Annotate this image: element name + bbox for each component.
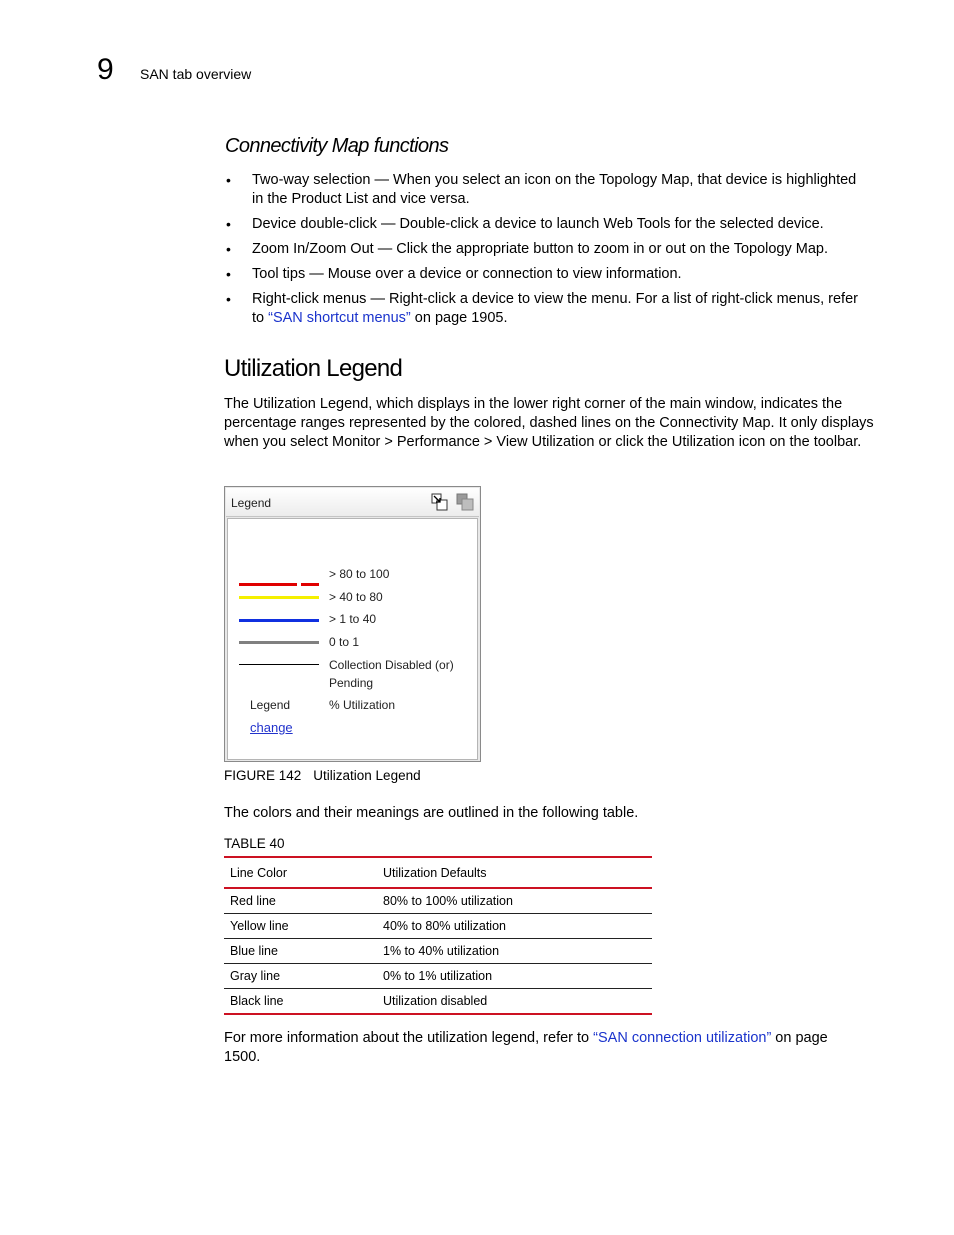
utilization-table xyxy=(224,856,652,1015)
utilization-icon-name: Utilization xyxy=(671,434,735,450)
bullet-right-click-menus xyxy=(225,290,870,328)
bullet-icon: • xyxy=(226,291,231,307)
legend-line-gray xyxy=(239,641,319,644)
legend-title: Legend xyxy=(231,496,272,510)
legend-footer-right: % Utilization xyxy=(329,698,396,712)
cell-default: Utilization disabled xyxy=(377,989,652,1015)
menu-path: Monitor > Performance > View Utilization xyxy=(332,434,595,450)
change-link[interactable]: change xyxy=(250,720,293,735)
table-label: TABLE 40 xyxy=(224,836,285,851)
cell-default: 80% to 100% utilization xyxy=(377,888,652,914)
cell-line-color: Blue line xyxy=(224,939,377,964)
legend-label-black: Collection Disabled (or) xyxy=(329,658,454,672)
legend-line-red xyxy=(239,573,319,576)
table-row xyxy=(224,964,652,989)
bullet-text: Right-click menus — Right-click a device to view the menu. For a list of right-click menus, refer to xyxy=(252,291,858,326)
closing-text-suffix: on page 1500. xyxy=(224,1030,828,1065)
figure-number: FIGURE 142 xyxy=(224,768,302,783)
para-text: or click the xyxy=(594,434,672,450)
legend-line-blue xyxy=(239,619,319,622)
legend-body xyxy=(227,518,478,760)
bullet-icon: • xyxy=(226,266,231,282)
table-header-row xyxy=(224,857,652,888)
para-text: icon on the toolbar. xyxy=(734,434,862,450)
legend-title-bar xyxy=(226,488,479,517)
bullet-zoom xyxy=(225,240,870,259)
table-row xyxy=(224,989,652,1015)
table-row xyxy=(224,888,652,914)
san-connection-utilization-link[interactable]: “SAN connection utilization” xyxy=(593,1030,772,1046)
cell-default: 1% to 40% utilization xyxy=(377,939,652,964)
legend-label-yellow: > 40 to 80 xyxy=(329,590,383,604)
bullet-text: Tool tips — Mouse over a device or connection to view information. xyxy=(252,266,682,282)
table-intro: The colors and their meanings are outlined in the following table. xyxy=(224,805,639,821)
cell-line-color: Yellow line xyxy=(224,914,377,939)
legend-footer-left: Legend xyxy=(250,698,291,712)
cell-default: 0% to 1% utilization xyxy=(377,964,652,989)
header-utilization-defaults: Utilization Defaults xyxy=(377,857,652,888)
para-text: The Utilization Legend, which displays in the lower right corner of the main window, indicates the percentage ranges represented by the colored, dashed lines on the Connectivity Map. It only displays when you select xyxy=(224,396,874,450)
table-row xyxy=(224,939,652,964)
header-line-color: Line Color xyxy=(224,857,377,888)
bullet-two-way-selection xyxy=(225,171,870,209)
cell-line-color: Gray line xyxy=(224,964,377,989)
bullet-text: Zoom In/Zoom Out — Click the appropriate button to zoom in or out on the Topology Map. xyxy=(252,241,829,257)
legend-label-red: > 80 to 100 xyxy=(329,567,390,581)
figure-caption xyxy=(224,767,421,785)
restore-icon[interactable] xyxy=(456,493,474,511)
legend-line-yellow xyxy=(239,596,319,599)
bullet-tool-tips xyxy=(225,265,870,284)
connectivity-heading: Connectivity Map functions xyxy=(225,135,449,157)
closing-text: For more information about the utilization legend, refer to xyxy=(224,1030,594,1046)
chapter-number: 9 xyxy=(97,53,114,86)
cell-line-color: Black line xyxy=(224,989,377,1015)
legend-label-blue: > 1 to 40 xyxy=(329,612,377,626)
bullet-text-suffix: on page 1905. xyxy=(410,310,508,326)
legend-label-black-2: Pending xyxy=(329,676,374,690)
detach-icon[interactable] xyxy=(431,493,449,511)
bullet-icon: • xyxy=(226,241,231,257)
legend-line-black xyxy=(239,664,319,665)
bullet-device-double-click xyxy=(225,215,870,234)
utilization-legend-heading: Utilization Legend xyxy=(224,355,403,382)
chapter-title: SAN tab overview xyxy=(140,66,252,82)
closing-paragraph xyxy=(224,1029,844,1067)
bullet-text: Two-way selection — When you select an icon on the Topology Map, that device is highlighted in the Product List and vice versa. xyxy=(252,172,857,207)
bullet-text: Device double-click — Double-click a device to launch Web Tools for the selected device. xyxy=(252,216,824,232)
bullet-icon: • xyxy=(226,172,231,188)
figure-title: Utilization Legend xyxy=(313,768,421,783)
cell-default: 40% to 80% utilization xyxy=(377,914,652,939)
connectivity-bullet-list xyxy=(225,171,870,334)
bullet-icon: • xyxy=(226,216,231,232)
cell-line-color: Red line xyxy=(224,888,377,914)
legend-label-gray: 0 to 1 xyxy=(329,635,360,649)
legend-window xyxy=(224,486,481,762)
table-row xyxy=(224,914,652,939)
san-shortcut-menus-link[interactable]: “SAN shortcut menus” xyxy=(268,310,411,326)
utilization-paragraph xyxy=(224,395,874,452)
